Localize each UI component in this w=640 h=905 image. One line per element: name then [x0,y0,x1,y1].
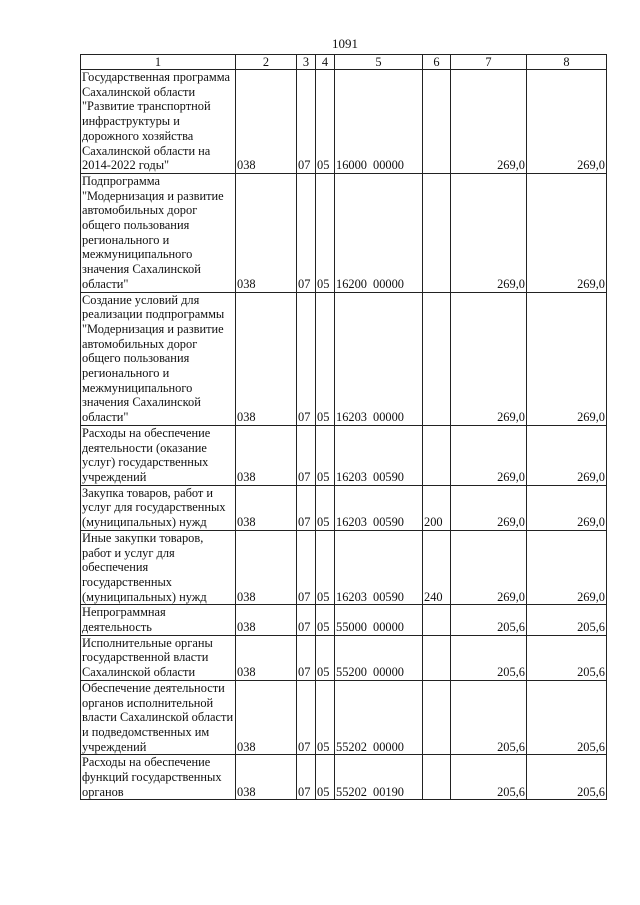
target-article-code [335,755,423,800]
subsection-code: 05 [316,755,335,800]
expense-type-code: 200 [423,485,451,530]
subsection-code: 05 [316,292,335,425]
page-number: 1091 [332,36,358,51]
table-row [81,605,607,635]
section-code: 07 [297,605,316,635]
amount-column-7: 269,0 [451,292,527,425]
expense-type-code [423,680,451,755]
column-header: 5 [335,55,423,70]
ministry-code: 038 [236,70,297,174]
expense-type-code [423,292,451,425]
table-row [81,173,607,292]
amount-column-8: 269,0 [527,425,607,485]
expense-type-code [423,425,451,485]
amount-column-8: 205,6 [527,605,607,635]
amount-column-7: 205,6 [451,635,527,680]
column-header: 7 [451,55,527,70]
column-header: 1 [81,55,236,70]
amount-column-8: 269,0 [527,70,607,174]
expense-type-code [423,635,451,680]
ministry-code: 038 [236,680,297,755]
section-code: 07 [297,292,316,425]
section-code: 07 [297,680,316,755]
ministry-code: 038 [236,635,297,680]
target-article-program: 16000 [336,158,367,173]
target-article-code [335,292,423,425]
section-code: 07 [297,425,316,485]
target-article-code [335,425,423,485]
section-code: 07 [297,530,316,605]
row-name: Обеспечение деятельности органов исполнительной власти Сахалинской области и подведомственных им учреждений [81,680,236,755]
row-name: Государственная программа Сахалинской области "Развитие транспортной инфраструктуры и дорожного хозяйства Сахалинской области на 2014-2022 годы" [81,70,236,174]
subsection-code: 05 [316,425,335,485]
amount-column-7: 269,0 [451,70,527,174]
table-row [81,292,607,425]
target-article-program: 16203 [336,515,367,530]
subsection-code: 05 [316,530,335,605]
target-article-program: 55202 [336,739,367,754]
table-row [81,755,607,800]
target-article-direction: 00590 [373,515,404,530]
ministry-code: 038 [236,292,297,425]
amount-column-7: 269,0 [451,485,527,530]
target-article-code [335,680,423,755]
target-article-direction: 00000 [373,410,404,425]
target-article-program: 16200 [336,276,367,291]
target-article-direction: 00000 [373,276,404,291]
section-code: 07 [297,173,316,292]
row-name: Иные закупки товаров, работ и услуг для обеспечения государственных (муниципальных) нужд [81,530,236,605]
table-row [81,680,607,755]
column-header: 8 [527,55,607,70]
expense-type-code [423,173,451,292]
table-row [81,485,607,530]
subsection-code: 05 [316,70,335,174]
amount-column-8: 269,0 [527,173,607,292]
target-article-direction: 00590 [373,589,404,604]
row-name: Закупка товаров, работ и услуг для государственных (муниципальных) нужд [81,485,236,530]
target-article-direction: 00590 [373,469,404,484]
ministry-code: 038 [236,425,297,485]
expense-type-code [423,70,451,174]
target-article-code [335,530,423,605]
amount-column-7: 269,0 [451,425,527,485]
header-row [81,55,607,70]
target-article-code [335,173,423,292]
expense-type-code [423,605,451,635]
amount-column-8: 205,6 [527,680,607,755]
table-row [81,530,607,605]
table-row [81,635,607,680]
amount-column-7: 269,0 [451,530,527,605]
amount-column-7: 205,6 [451,755,527,800]
subsection-code: 05 [316,485,335,530]
row-name: Подпрограмма "Модернизация и развитие автомобильных дорог общего пользования регионального и межмуниципального значения Сахалинской области" [81,173,236,292]
row-name: Непрограммная деятельность [81,605,236,635]
row-name: Исполнительные органы государственной власти Сахалинской области [81,635,236,680]
amount-column-8: 205,6 [527,755,607,800]
subsection-code: 05 [316,635,335,680]
section-code: 07 [297,755,316,800]
row-name: Расходы на обеспечение деятельности (оказание услуг) государственных учреждений [81,425,236,485]
subsection-code: 05 [316,605,335,635]
amount-column-8: 269,0 [527,292,607,425]
table-row [81,425,607,485]
expense-type-code [423,755,451,800]
section-code: 07 [297,635,316,680]
target-article-direction: 00000 [373,158,404,173]
target-article-direction: 00190 [373,784,404,799]
target-article-program: 16203 [336,589,367,604]
section-code: 07 [297,485,316,530]
ministry-code: 038 [236,485,297,530]
target-article-program: 55202 [336,784,367,799]
ministry-code: 038 [236,530,297,605]
target-article-program: 16203 [336,410,367,425]
row-name: Расходы на обеспечение функций государственных органов [81,755,236,800]
subsection-code: 05 [316,173,335,292]
target-article-direction: 00000 [373,620,404,635]
target-article-program: 55000 [336,620,367,635]
column-header: 6 [423,55,451,70]
amount-column-8: 269,0 [527,530,607,605]
amount-column-8: 269,0 [527,485,607,530]
amount-column-7: 205,6 [451,605,527,635]
target-article-code [335,605,423,635]
amount-column-7: 269,0 [451,173,527,292]
target-article-direction: 00000 [373,739,404,754]
section-code: 07 [297,70,316,174]
target-article-code [335,70,423,174]
ministry-code: 038 [236,605,297,635]
target-article-code [335,485,423,530]
amount-column-8: 205,6 [527,635,607,680]
budget-table [80,54,607,800]
target-article-code [335,635,423,680]
row-name: Создание условий для реализации подпрограммы "Модернизация и развитие автомобильных дорог общего пользования регионального и межмуниципального значения Сахалинской области" [81,292,236,425]
column-header: 3 [297,55,316,70]
target-article-program: 55200 [336,665,367,680]
expense-type-code: 240 [423,530,451,605]
ministry-code: 038 [236,173,297,292]
subsection-code: 05 [316,680,335,755]
column-header: 2 [236,55,297,70]
amount-column-7: 205,6 [451,680,527,755]
column-header: 4 [316,55,335,70]
target-article-program: 16203 [336,469,367,484]
target-article-direction: 00000 [373,665,404,680]
ministry-code: 038 [236,755,297,800]
table-row [81,70,607,174]
